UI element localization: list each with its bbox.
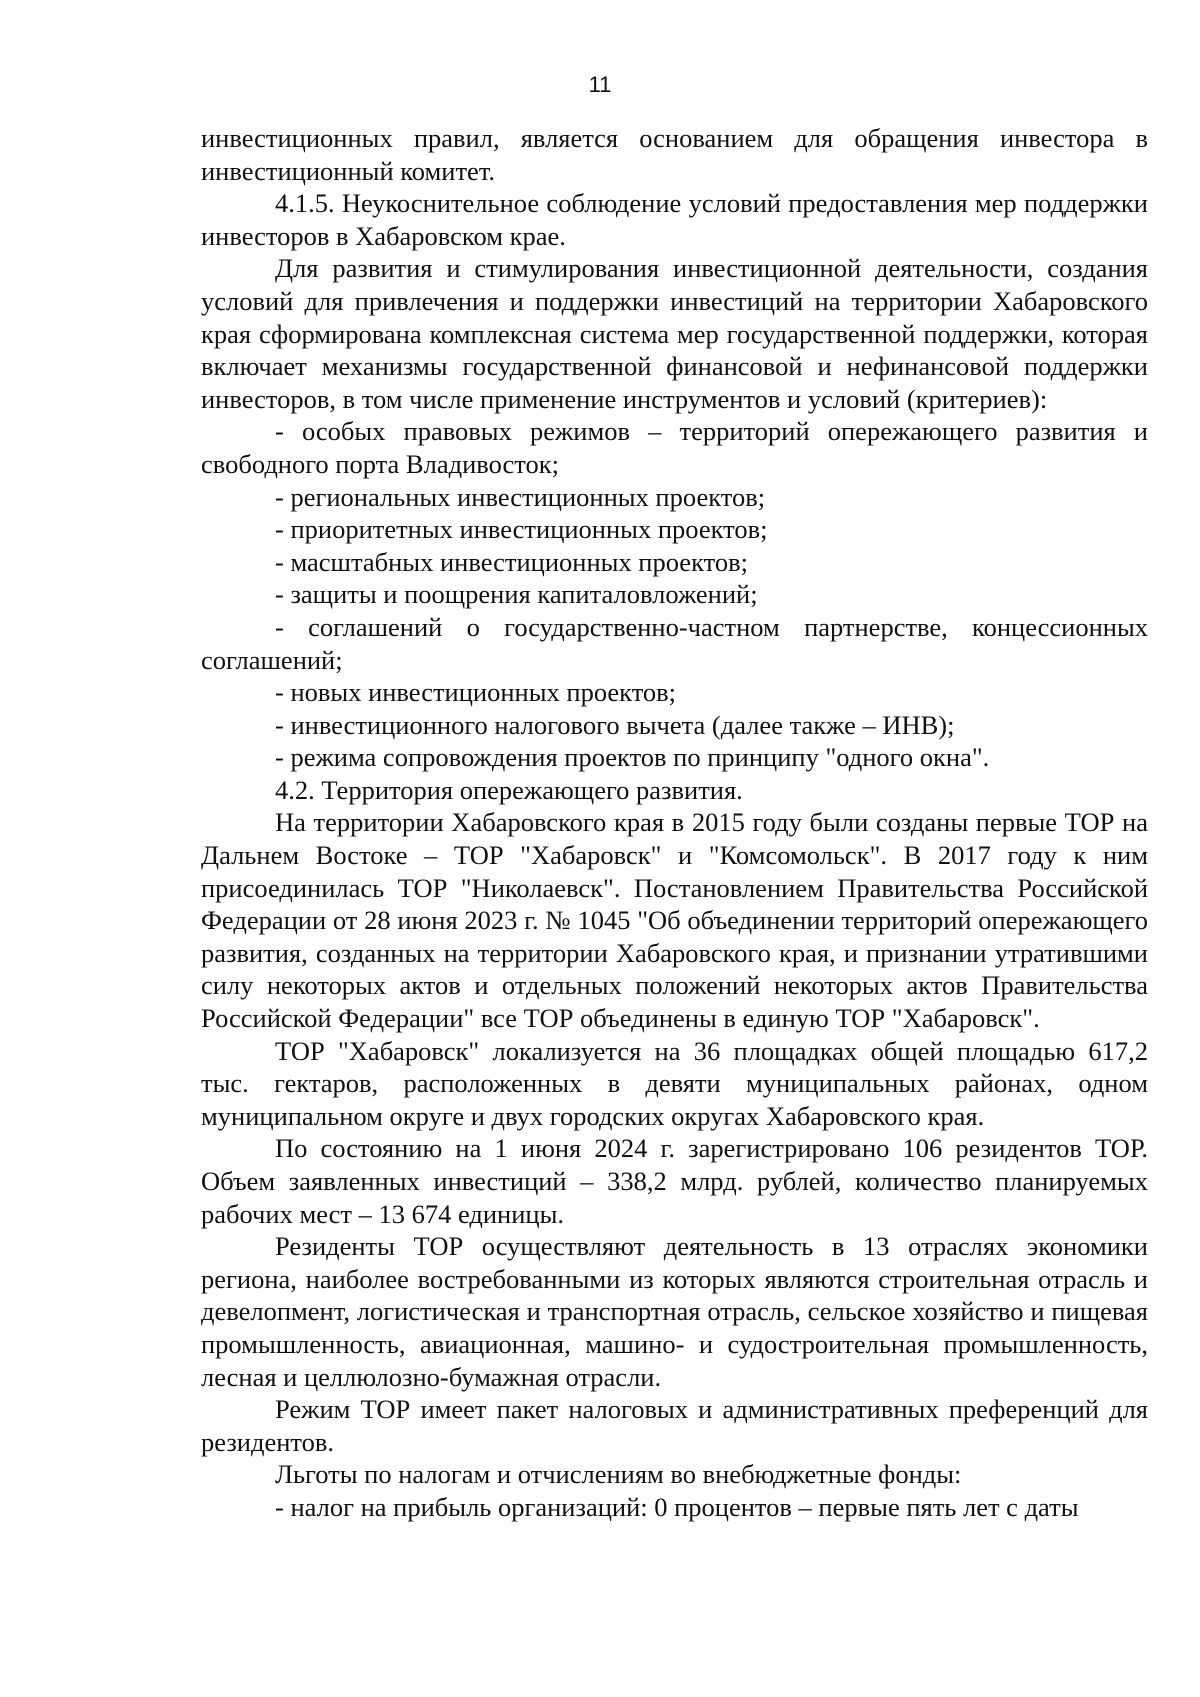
page-number: 11 (588, 72, 612, 97)
paragraph-support-system: Для развития и стимулирования инвестиционной деятельности, создания условий для привлечения и поддержки инвестиций на территории Хабаровского края сформирована комплексная система мер государственной поддержки, которая включает механизмы государственной финансовой и нефинансовой поддержки инвесторов, в том числе применение инструментов и условий (критериев): (201, 253, 1148, 414)
section-heading-4-2: 4.2. Территория опережающего развития. (275, 774, 743, 805)
paragraph-tor-residents: По состоянию на 1 июня 2024 г. зарегистрировано 106 резидентов ТОР. Объем заявленных инвестиций – 338,2 млрд. рублей, количество планируемых рабочих мест – 13 674 единицы. (201, 1133, 1148, 1229)
paragraph-tor-sites: ТОР "Хабаровск" локализуется на 36 площадках общей площадью 617,2 тыс. гектаров, расположенных в девяти муниципальных районах, одном муниципальном округе и двух городских округах Хабаровского края. (201, 1035, 1148, 1131)
document-body (201, 122, 1148, 1524)
list-item: - режима сопровождения проектов по принципу "одного окна". (275, 742, 990, 773)
paragraph-tax-benefits: Льготы по налогам и отчислениям во внебюджетные фонды: (275, 1459, 962, 1490)
paragraph-tor-history: На территории Хабаровского края в 2015 году были созданы первые ТОР на Дальнем Востоке – ТОР "Хабаровск" и "Комсомольск". В 2017 году к ним присоединилась ТОР "Николаевск". Постановлением Правительства Российской Федерации от 28 июня 2023 г. № 1045 "Об объединении территорий опережающего развития, созданных на территории Хабаровского края, и признании утратившими силу некоторых актов и отдельных положений некоторых актов Правительства Российской Федерации" все ТОР объединены в единую ТОР "Хабаровск". (201, 807, 1148, 1034)
list-item: - защиты и поощрения капиталовложений; (275, 579, 758, 610)
paragraph-tor-preferences: Режим ТОР имеет пакет налоговых и административных преференций для резидентов. (201, 1394, 1148, 1457)
list-item: - соглашений о государственно-частном партнерстве, концессионных соглашений; (201, 611, 1148, 675)
list-item: - особых правовых режимов – территорий опережающего развития и свободного порта Владивосток; (201, 416, 1148, 479)
list-item: - налог на прибыль организаций: 0 процентов – первые пять лет с даты (275, 1491, 1079, 1522)
list-item: - масштабных инвестиционных проектов; (275, 546, 748, 577)
list-item: - приоритетных инвестиционных проектов; (275, 514, 768, 545)
paragraph-tor-industries: Резиденты ТОР осуществляют деятельность в 13 отраслях экономики региона, наиболее востребованными из которых являются строительная отрасль и девелопмент, логистическая и транспортная отрасль, сельское хозяйство и пищевая промышленность, авиационная, машино- и судостроительная промышленность, лесная и целлюлозно-бумажная отрасли. (201, 1231, 1148, 1392)
paragraph-continuation: инвестиционных правил, является основанием для обращения инвестора в инвестиционный комитет. (201, 123, 1148, 186)
paragraph-4-1-5: 4.1.5. Неукоснительное соблюдение условий предоставления мер поддержки инвесторов в Хабаровском крае. (201, 188, 1148, 251)
list-item: - инвестиционного налогового вычета (далее также – ИНВ); (275, 709, 955, 740)
list-item: - новых инвестиционных проектов; (275, 677, 677, 708)
list-item: - региональных инвестиционных проектов; (275, 481, 766, 512)
